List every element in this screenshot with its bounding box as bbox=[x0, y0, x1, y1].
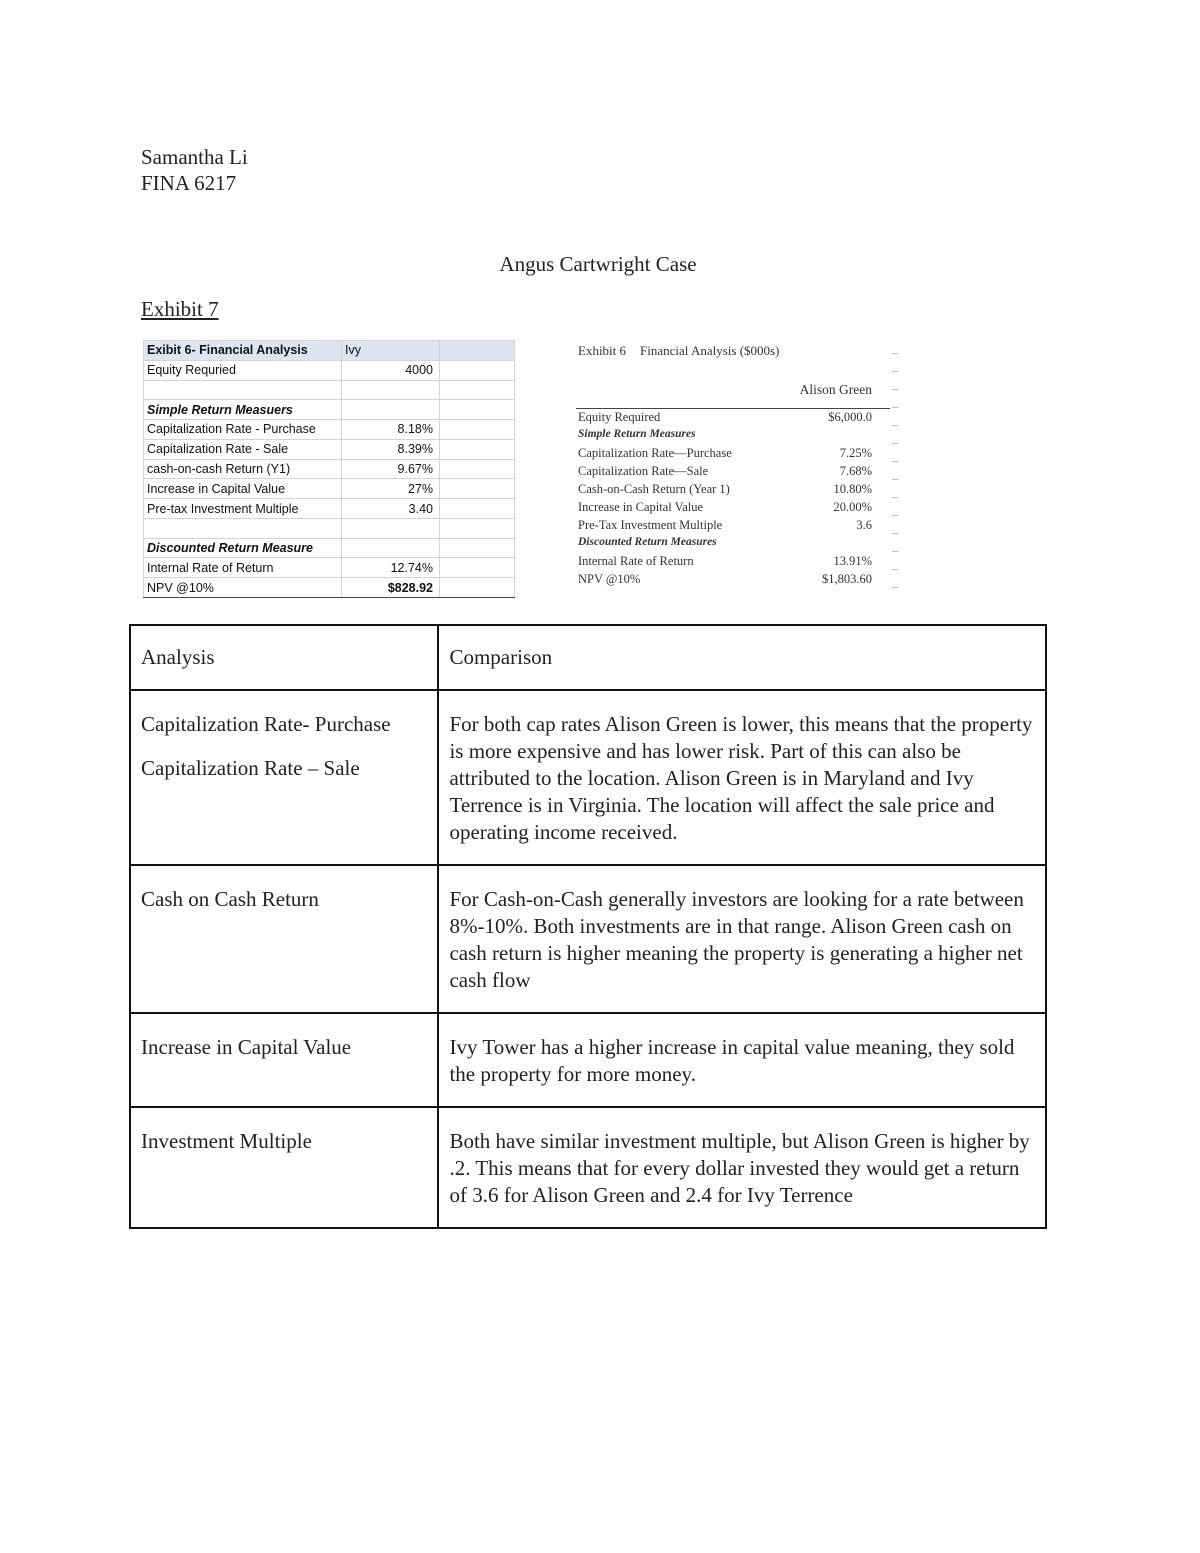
exhibit-row bbox=[578, 500, 872, 518]
exhibit-row bbox=[578, 464, 872, 482]
exhibit-row-label: NPV @10% bbox=[578, 572, 641, 586]
comparison-text: Both have similar investment multiple, but Alison Green is higher by .2. This means that for every dollar invested they would get a return of 3.6 for Alison Green and 2.4 for Ivy Terrence bbox=[449, 1129, 1030, 1207]
course-code: FINA 6217 bbox=[141, 171, 237, 195]
irr-label: Internal Rate of Return bbox=[144, 558, 342, 578]
scan-edge-ticks bbox=[892, 336, 898, 598]
sheet-blank-cell bbox=[440, 518, 515, 538]
exhibit-section-label: Simple Return Measures bbox=[578, 428, 696, 440]
sheet-blank-cell bbox=[440, 360, 515, 380]
header-analysis: Analysis bbox=[130, 625, 438, 690]
exhibit-row bbox=[578, 554, 872, 572]
sheet-blank-cell bbox=[342, 518, 440, 538]
exhibit-row-label: Capitalization Rate—Sale bbox=[578, 464, 709, 478]
sheet-blank-cell bbox=[440, 380, 515, 400]
sheet-row bbox=[144, 439, 515, 459]
comparison-cell bbox=[438, 1013, 1046, 1107]
sheet-row bbox=[144, 459, 515, 479]
comparison-text: For both cap rates Alison Green is lower, this means that the property is more expensive and has lower risk. Part of this can also be attributed to the location. Alison Green is in Maryland and Ivy Terrence is in Virginia. The location will affect the sale price and operating income received. bbox=[449, 712, 1033, 844]
simple-section-label: Simple Return Measuers bbox=[144, 400, 342, 420]
sheet-row-value: 27% bbox=[342, 479, 440, 499]
sheet-blank-cell bbox=[440, 459, 515, 479]
exhibit-row-label: Capitalization Rate—Purchase bbox=[578, 446, 732, 460]
exhibit-row-label: Cash-on-Cash Return (Year 1) bbox=[578, 482, 730, 496]
comparison-cell bbox=[438, 865, 1046, 1013]
sheet-blank-cell bbox=[440, 538, 515, 558]
exhibit-row-value: 7.68% bbox=[839, 464, 872, 478]
sheet-row bbox=[144, 479, 515, 499]
exhibit-title-text: Financial Analysis ($000s) bbox=[640, 343, 780, 358]
table-header-row bbox=[130, 625, 1046, 690]
sheet-row-value: 8.18% bbox=[342, 420, 440, 440]
analysis-cell bbox=[130, 865, 438, 1013]
table-row bbox=[130, 1013, 1046, 1107]
sheet-company: Ivy bbox=[342, 341, 440, 361]
analysis-text: Cash on Cash Return bbox=[141, 887, 319, 911]
sheet-row-label: Capitalization Rate - Sale bbox=[144, 439, 342, 459]
sheet-row-label: cash-on-cash Return (Y1) bbox=[144, 459, 342, 479]
comparison-cell bbox=[438, 1107, 1046, 1228]
sheet-row bbox=[144, 380, 515, 400]
exhibit-title bbox=[578, 343, 779, 359]
sheet-row-value: 3.40 bbox=[342, 499, 440, 519]
comparison-cell bbox=[438, 690, 1046, 865]
analysis-cell bbox=[130, 1013, 438, 1107]
equity-label: Equity Requried bbox=[144, 360, 342, 380]
comparison-table bbox=[129, 624, 1047, 1229]
analysis-cell bbox=[130, 1107, 438, 1228]
sheet-blank-cell bbox=[440, 558, 515, 578]
sheet-blank-cell bbox=[440, 420, 515, 440]
comparison-text: For Cash-on-Cash generally investors are looking for a rate between 8%-10%. Both investments are in that range. Alison Green cash on cash return is higher meaning the property is generating a higher net cash flow bbox=[449, 887, 1024, 992]
exhibit-row bbox=[578, 410, 872, 428]
analysis-text: Capitalization Rate- Purchase bbox=[141, 712, 391, 736]
irr-value: 12.74% bbox=[342, 558, 440, 578]
sheet-blank-cell bbox=[144, 518, 342, 538]
sheet-section-row bbox=[144, 538, 515, 558]
exhibit-column-header: Alison Green bbox=[799, 382, 872, 397]
sheet-row-label: Pre-tax Investment Multiple bbox=[144, 499, 342, 519]
table-row bbox=[130, 1107, 1046, 1228]
sheet-row bbox=[144, 518, 515, 538]
exhibit-row-label: Internal Rate of Return bbox=[578, 554, 694, 568]
sheet-blank-cell bbox=[440, 578, 515, 598]
table-row bbox=[130, 865, 1046, 1013]
sheet-blank-cell bbox=[144, 380, 342, 400]
sheet-blank-cell bbox=[440, 479, 515, 499]
sheet-title: Exibit 6- Financial Analysis bbox=[144, 341, 342, 361]
page-title: Angus Cartwright Case bbox=[499, 252, 697, 276]
npv-label: NPV @10% bbox=[144, 578, 342, 598]
analysis-text: Increase in Capital Value bbox=[141, 1035, 352, 1059]
exhibit-row bbox=[578, 572, 872, 590]
exhibit-row-value: $6,000.0 bbox=[828, 410, 872, 424]
sheet-row bbox=[144, 360, 515, 380]
analysis-text: Capitalization Rate – Sale bbox=[141, 756, 360, 780]
exhibit-row-value: 20.00% bbox=[833, 500, 872, 514]
exhibit-row-label: Increase in Capital Value bbox=[578, 500, 704, 514]
sheet-row bbox=[144, 558, 515, 578]
exhibit-row-value: 10.80% bbox=[833, 482, 872, 496]
exhibit-row-value: 7.25% bbox=[839, 446, 872, 460]
exhibit-section-row bbox=[578, 428, 872, 446]
discounted-section-label: Discounted Return Measure bbox=[144, 538, 342, 558]
sheet-row-value: 9.67% bbox=[342, 459, 440, 479]
sheet-blank-cell bbox=[342, 380, 440, 400]
sheet-row bbox=[144, 499, 515, 519]
header-comparison: Comparison bbox=[438, 625, 1046, 690]
sheet-header-row bbox=[144, 341, 515, 361]
sheet-row bbox=[144, 420, 515, 440]
table-row bbox=[130, 690, 1046, 865]
sheet-blank-cell bbox=[342, 538, 440, 558]
sheet-blank-cell bbox=[440, 499, 515, 519]
exhibit-row-label: Pre-Tax Investment Multiple bbox=[578, 518, 723, 532]
analysis-cell bbox=[130, 690, 438, 865]
exhibit-row-label: Equity Required bbox=[578, 410, 661, 424]
exhibit-number: Exhibit 6 bbox=[578, 343, 627, 358]
exhibit-row-value: 3.6 bbox=[856, 518, 872, 532]
equity-value: 4000 bbox=[342, 360, 440, 380]
analysis-text: Investment Multiple bbox=[141, 1129, 312, 1153]
sheet-section-row bbox=[144, 400, 515, 420]
sheet-row bbox=[144, 578, 515, 598]
exhibit-row-value: 13.91% bbox=[833, 554, 872, 568]
exhibit-row bbox=[578, 482, 872, 500]
sheet-blank-cell bbox=[440, 439, 515, 459]
sheet-blank-cell bbox=[440, 400, 515, 420]
sheet-row-label: Increase in Capital Value bbox=[144, 479, 342, 499]
sheet-blank-cell bbox=[342, 400, 440, 420]
author-name: Samantha Li bbox=[141, 145, 248, 169]
exhibit-row-value: $1,803.60 bbox=[822, 572, 872, 586]
sheet-blank-cell bbox=[440, 341, 515, 361]
alison-green-exhibit bbox=[572, 336, 898, 598]
exhibit-label: Exhibit 7 bbox=[141, 297, 219, 321]
exhibit-section-row bbox=[578, 536, 872, 554]
exhibit-row bbox=[578, 518, 872, 536]
sheet-row-label: Capitalization Rate - Purchase bbox=[144, 420, 342, 440]
comparison-text: Ivy Tower has a higher increase in capital value meaning, they sold the property for more money. bbox=[449, 1035, 1015, 1086]
exhibit-row bbox=[578, 446, 872, 464]
exhibit-header-rule bbox=[576, 408, 890, 409]
sheet-row-value: 8.39% bbox=[342, 439, 440, 459]
ivy-financial-analysis-sheet bbox=[143, 340, 515, 598]
exhibit-section-label: Discounted Return Measures bbox=[578, 536, 717, 548]
npv-value: $828.92 bbox=[342, 578, 440, 598]
